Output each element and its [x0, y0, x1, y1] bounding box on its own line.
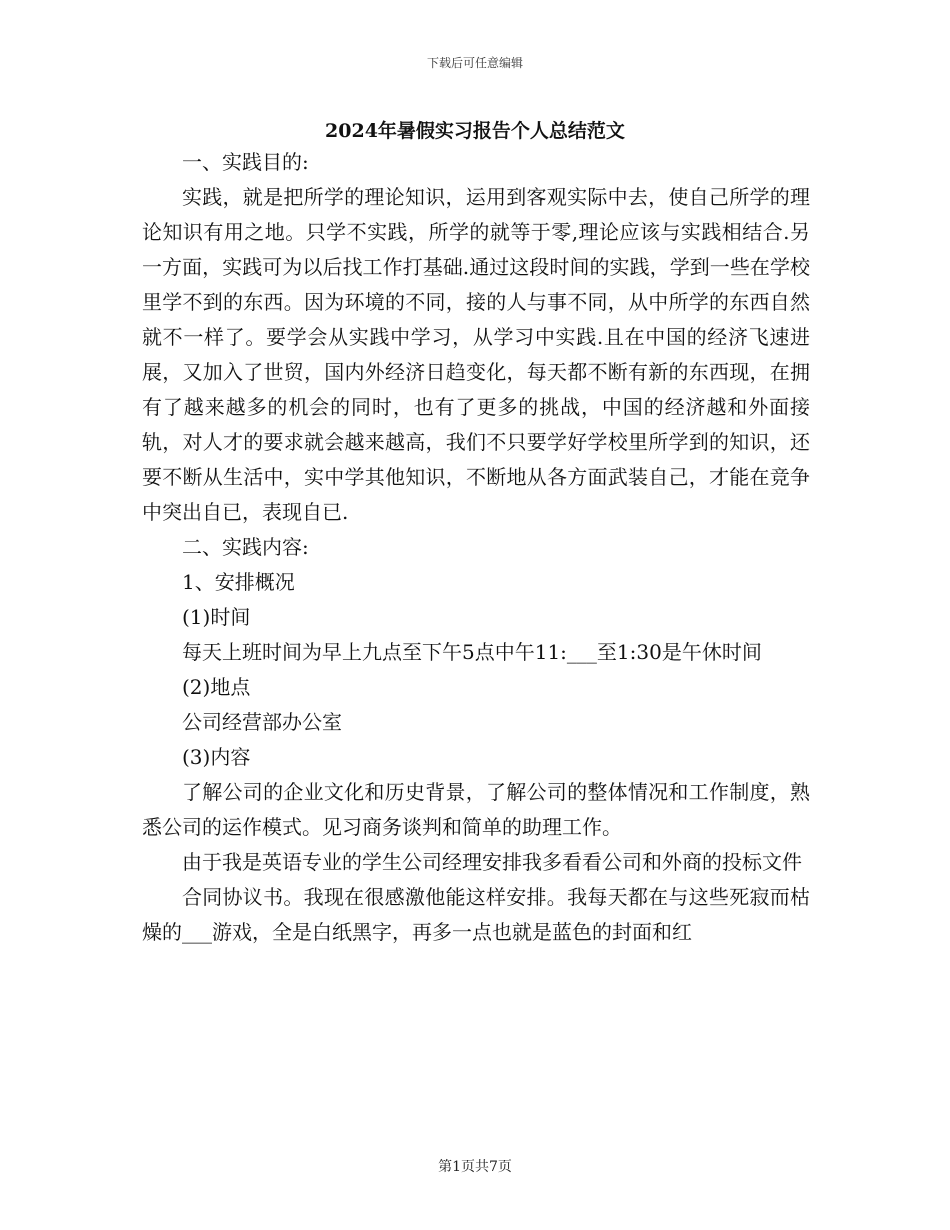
page-title: 2024年暑假实习报告个人总结范文: [325, 120, 625, 142]
paragraph-contracts: 合同协议书。我现在很感激他能这样安排。我每天都在与这些死寂而枯燥的___游戏，全是白纸黑字，再多一点也就是蓝色的封面和红: [142, 885, 810, 944]
subheading-arrangement: 1、安排概况: [182, 570, 295, 594]
paragraph-time: 每天上班时间为早上九点至下午5点中午11:___至1:30是午休时间: [182, 640, 762, 664]
header-note: 下载后可任意编辑: [426, 56, 523, 70]
section-heading-content: 二、实践内容:: [182, 535, 309, 559]
item-heading-content: (3)内容: [182, 745, 251, 769]
paragraph-location: 公司经营部办公室: [182, 710, 342, 734]
paragraph-english-major: 由于我是英语专业的学生公司经理安排我多看看公司和外商的投标文件: [182, 850, 802, 874]
paragraph-content: 了解公司的企业文化和历史背景，了解公司的整体情况和工作制度，熟悉公司的运作模式。见习商务谈判和简单的助理工作。: [142, 780, 810, 839]
document-body: [142, 145, 810, 950]
item-heading-time: (1)时间: [182, 605, 251, 629]
paragraph-purpose: 实践，就是把所学的理论知识，运用到客观实际中去，使自己所学的理论知识有用之地。只学不实践，所学的就等于零,理论应该与实践相结合.另一方面，实践可为以后找工作打基础.通过这段时间的实践，学到一些在学校里学不到的东西。因为环境的不同，接的人与事不同，从中所学的东西自然就不一样了。要学会从实践中学习，从学习中实践.且在中国的经济飞速进展，又加入了世贸，国内外经济日趋变化，每天都不断有新的东西现，在拥有了越来越多的机会的同时，也有了更多的挑战，中国的经济越和外面接轨，对人才的要求就会越来越高，我们不只要学好学校里所学到的知识，还要不断从生活中，实中学其他知识，不断地从各方面武装自己，才能在竞争中突出自已，表现自已.: [142, 185, 810, 524]
section-heading-purpose: 一、实践目的:: [182, 150, 309, 174]
page-number: 第1页共7页: [438, 1159, 512, 1175]
item-heading-location: (2)地点: [182, 675, 251, 699]
